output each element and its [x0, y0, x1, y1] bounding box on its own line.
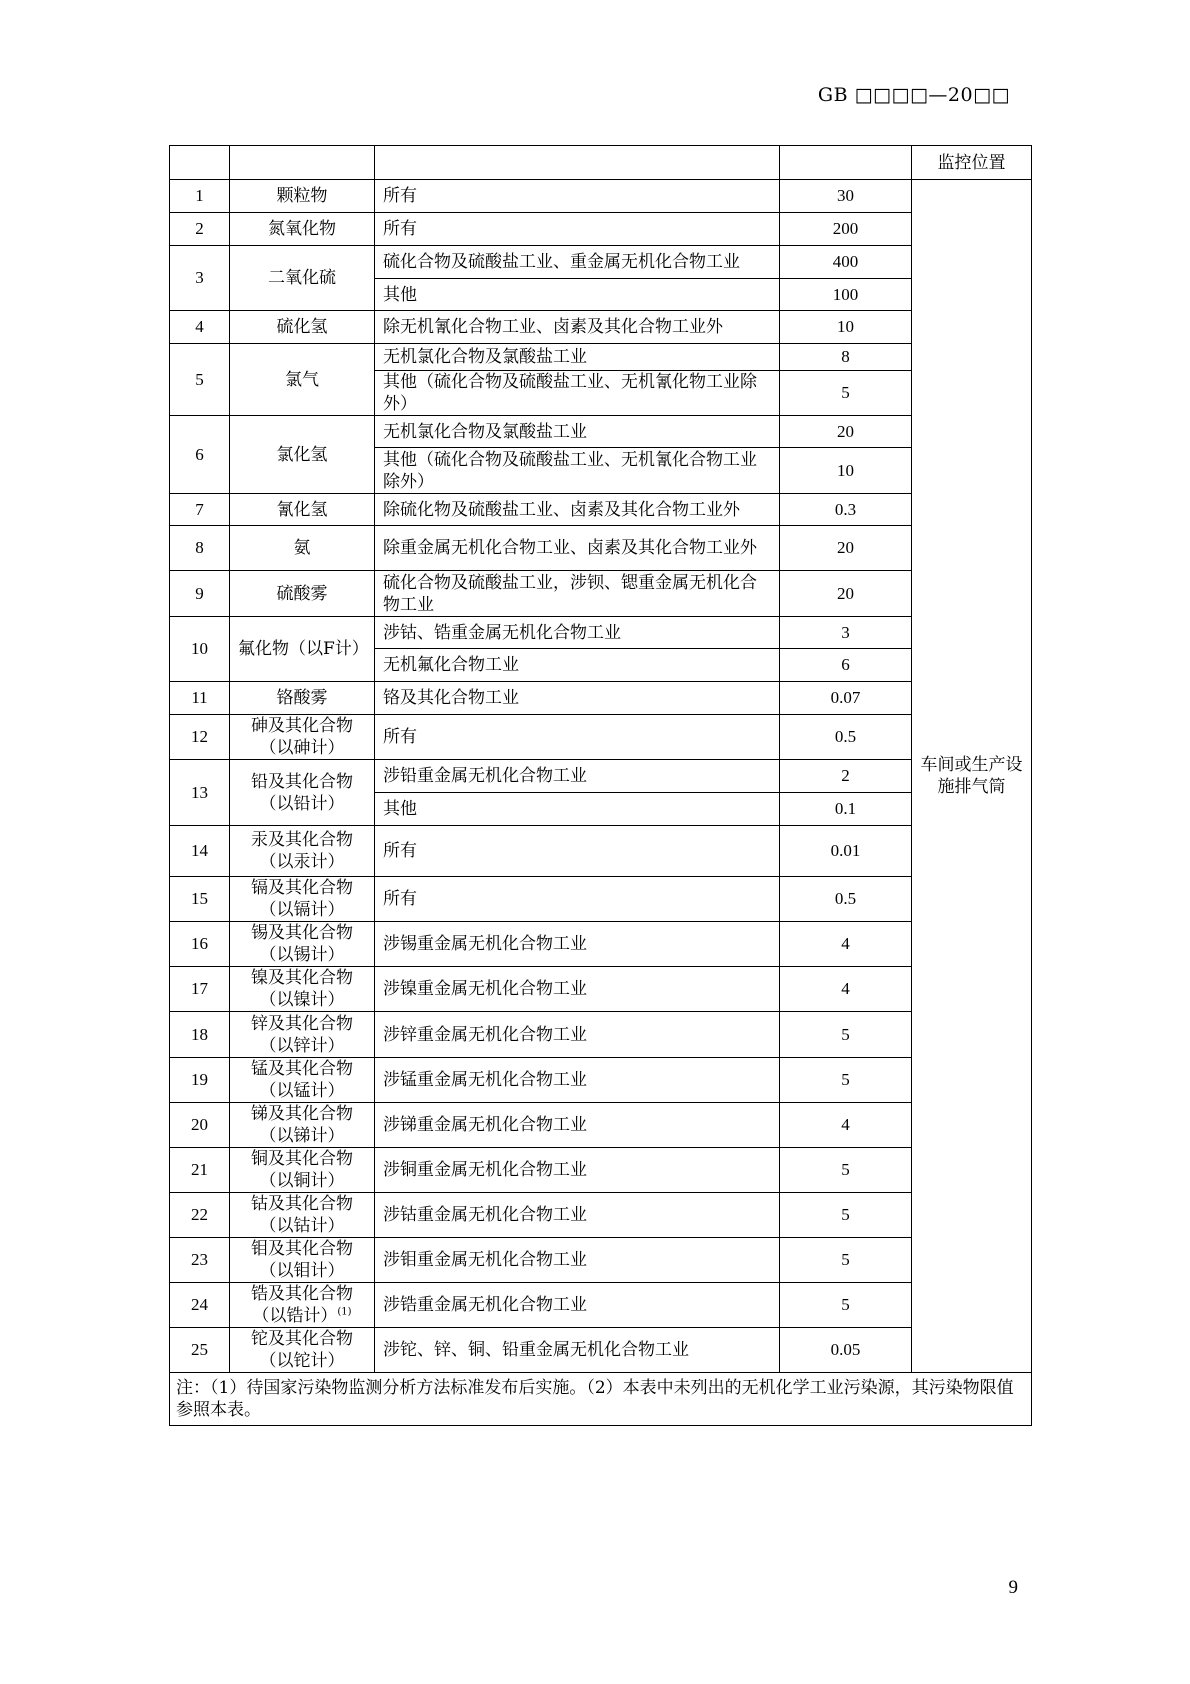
emission-limit: 20 [780, 526, 912, 571]
industry-type: 硫化合物及硫酸盐工业，涉钡、锶重金属无机化合物工业 [375, 571, 780, 617]
industry-type: 无机氯化合物及氯酸盐工业 [375, 344, 780, 371]
emission-limit: 0.1 [780, 793, 912, 826]
emission-limit: 200 [780, 213, 912, 246]
pollutant-name [230, 922, 375, 967]
pollutant-name-text: 锌及其化合物（以锌计） [251, 1013, 353, 1056]
table-row [170, 180, 1032, 213]
industry-type: 涉铅重金属无机化合物工业 [375, 760, 780, 793]
table-note: 注：（1）待国家污染物监测分析方法标准发布后实施。（2）本表中未列出的无机化学工业污染源，其污染物限值参照本表。 [170, 1373, 1032, 1426]
pollutant-name-text: 镍及其化合物（以镍计） [251, 968, 353, 1010]
pollutant-name [230, 967, 375, 1012]
industry-type: 涉钼重金属无机化合物工业 [375, 1238, 780, 1283]
pollutant-name-text: 砷及其化合物（以砷计） [251, 716, 353, 758]
footnote-marker: (1) [337, 1306, 352, 1318]
pollutant-name-text: 铅及其化合物（以铅计） [251, 771, 353, 814]
emission-limit: 30 [780, 180, 912, 213]
row-number: 11 [170, 682, 230, 715]
industry-type: 硫化合物及硫酸盐工业、重金属无机化合物工业 [375, 246, 780, 279]
emission-limit: 0.5 [780, 877, 912, 922]
pollutant-name [230, 1238, 375, 1283]
pollutant-name [230, 682, 375, 715]
table-row [170, 246, 1032, 279]
header-col-location: 监控位置 [912, 146, 1032, 180]
industry-type: 所有 [375, 213, 780, 246]
table-row [170, 1012, 1032, 1058]
row-number: 6 [170, 416, 230, 494]
row-number: 12 [170, 715, 230, 760]
table-row [170, 344, 1032, 371]
row-number: 16 [170, 922, 230, 967]
row-number: 2 [170, 213, 230, 246]
emission-limit: 0.5 [780, 715, 912, 760]
header-col-no [170, 146, 230, 180]
emission-limit: 400 [780, 246, 912, 279]
table-row [170, 877, 1032, 922]
industry-type: 所有 [375, 877, 780, 922]
emission-limit: 4 [780, 1103, 912, 1148]
emission-limit: 0.07 [780, 682, 912, 715]
industry-type: 无机氟化合物工业 [375, 649, 780, 682]
header-col-pollutant [230, 146, 375, 180]
table-row [170, 922, 1032, 967]
emission-limit: 5 [780, 1012, 912, 1058]
row-number: 3 [170, 246, 230, 311]
table-row [170, 1103, 1032, 1148]
emission-limit: 3 [780, 617, 912, 649]
emission-limit: 10 [780, 448, 912, 494]
pollutant-name [230, 246, 375, 311]
emission-limit: 0.01 [780, 826, 912, 877]
table-row [170, 526, 1032, 571]
pollutant-name [230, 1328, 375, 1373]
row-number: 5 [170, 344, 230, 416]
industry-type: 涉钴重金属无机化合物工业 [375, 1193, 780, 1238]
emission-limit: 5 [780, 1238, 912, 1283]
pollutant-name-text: 二氧化硫 [268, 268, 336, 288]
pollutant-name-text: 汞及其化合物（以汞计） [251, 830, 353, 872]
industry-type: 铬及其化合物工业 [375, 682, 780, 715]
monitoring-location: 车间或生产设施排气筒 [912, 180, 1032, 1373]
row-number: 9 [170, 571, 230, 617]
row-number: 24 [170, 1283, 230, 1328]
industry-type: 涉锡重金属无机化合物工业 [375, 922, 780, 967]
pollutant-name [230, 344, 375, 416]
pollutant-name [230, 494, 375, 526]
pollutant-name [230, 213, 375, 246]
pollutant-name-text: 氨 [293, 538, 311, 558]
header-col-type [375, 146, 780, 180]
row-number: 21 [170, 1148, 230, 1193]
industry-type: 涉锰重金属无机化合物工业 [375, 1058, 780, 1103]
note-row [170, 1373, 1032, 1426]
table-row [170, 1058, 1032, 1103]
emission-limit: 6 [780, 649, 912, 682]
industry-type: 其他（硫化合物及硫酸盐工业、无机氰化合物工业除外） [375, 448, 780, 494]
row-number: 17 [170, 967, 230, 1012]
table-row [170, 494, 1032, 526]
pollutant-name [230, 1058, 375, 1103]
industry-type: 涉锌重金属无机化合物工业 [375, 1012, 780, 1058]
pollutant-name [230, 1012, 375, 1058]
emission-limit: 5 [780, 1283, 912, 1328]
industry-type: 涉铊、锌、铜、铅重金属无机化合物工业 [375, 1328, 780, 1373]
pollutant-name-text: 硫酸雾 [276, 583, 328, 604]
table-row [170, 682, 1032, 715]
emission-limit: 4 [780, 967, 912, 1012]
industry-type: 其他 [375, 279, 780, 311]
industry-type: 除硫化物及硫酸盐工业、卤素及其化合物工业外 [375, 494, 780, 526]
table-row [170, 416, 1032, 448]
standard-code: GB □□□□—20□□ [817, 84, 1010, 106]
table-row [170, 213, 1032, 246]
emission-limits-table [169, 145, 1032, 1426]
table-row [170, 967, 1032, 1012]
row-number: 7 [170, 494, 230, 526]
emission-limit: 5 [780, 1193, 912, 1238]
pollutant-name-text: 铊及其化合物（以铊计） [251, 1329, 353, 1371]
table-header-row [170, 146, 1032, 180]
table-row [170, 571, 1032, 617]
pollutant-name [230, 180, 375, 213]
industry-type: 除重金属无机化合物工业、卤素及其化合物工业外 [375, 526, 780, 571]
table-row [170, 1328, 1032, 1373]
row-number: 23 [170, 1238, 230, 1283]
emission-limit: 100 [780, 279, 912, 311]
pollutant-name [230, 760, 375, 826]
row-number: 19 [170, 1058, 230, 1103]
emission-limit: 5 [780, 1148, 912, 1193]
pollutant-name-text: 铜及其化合物（以铜计） [251, 1149, 353, 1191]
emission-limit: 5 [780, 371, 912, 416]
pollutant-name [230, 715, 375, 760]
emission-limit: 0.05 [780, 1328, 912, 1373]
pollutant-name-text: 氰化氢 [276, 499, 328, 520]
emission-limit: 2 [780, 760, 912, 793]
pollutant-name [230, 526, 375, 571]
row-number: 20 [170, 1103, 230, 1148]
pollutant-name-text: 颗粒物 [276, 186, 328, 206]
row-number: 1 [170, 180, 230, 213]
pollutant-name-text: 钴及其化合物（以钴计） [251, 1194, 353, 1236]
row-number: 18 [170, 1012, 230, 1058]
pollutant-name-text: 镉及其化合物（以镉计） [251, 878, 353, 920]
table-row [170, 1193, 1032, 1238]
table-row [170, 1238, 1032, 1283]
pollutant-name [230, 826, 375, 877]
page-number: 9 [1008, 1577, 1018, 1598]
pollutant-name-text: 氟化物（以F计） [238, 639, 369, 659]
header-col-limit [780, 146, 912, 180]
pollutant-name-text: 氯化氢 [276, 444, 328, 465]
pollutant-name [230, 1148, 375, 1193]
pollutant-name-text: 锡及其化合物（以锡计） [251, 923, 353, 965]
industry-type: 所有 [375, 715, 780, 760]
row-number: 10 [170, 617, 230, 682]
row-number: 4 [170, 311, 230, 344]
industry-type: 所有 [375, 826, 780, 877]
industry-type: 涉钴、锆重金属无机化合物工业 [375, 617, 780, 649]
table-row [170, 311, 1032, 344]
pollutant-name-text: 锑及其化合物（以锑计） [251, 1104, 353, 1146]
table-row [170, 715, 1032, 760]
pollutant-name [230, 1283, 375, 1328]
table-row [170, 760, 1032, 793]
emission-limit: 8 [780, 344, 912, 371]
industry-type: 涉铜重金属无机化合物工业 [375, 1148, 780, 1193]
row-number: 25 [170, 1328, 230, 1373]
pollutant-name [230, 416, 375, 494]
row-number: 22 [170, 1193, 230, 1238]
industry-type: 所有 [375, 180, 780, 213]
emission-limit: 4 [780, 922, 912, 967]
industry-type: 除无机氰化合物工业、卤素及其化合物工业外 [375, 311, 780, 344]
pollutant-name [230, 1193, 375, 1238]
pollutant-name-text: 锆及其化合物（以锆计） [251, 1284, 353, 1326]
pollutant-name [230, 1103, 375, 1148]
table-row [170, 826, 1032, 877]
pollutant-name-text: 钼及其化合物（以钼计） [251, 1239, 353, 1281]
industry-type: 涉锆重金属无机化合物工业 [375, 1283, 780, 1328]
pollutant-name-text: 氮氧化物 [268, 219, 336, 239]
pollutant-name-text: 氯气 [285, 369, 319, 390]
emission-limit: 10 [780, 311, 912, 344]
pollutant-name-text: 铬酸雾 [276, 688, 328, 708]
pollutant-name [230, 877, 375, 922]
emission-limit: 20 [780, 571, 912, 617]
pollutant-name [230, 571, 375, 617]
pollutant-name [230, 617, 375, 682]
emission-limit: 20 [780, 416, 912, 448]
table-row [170, 1283, 1032, 1328]
industry-type: 其他（硫化合物及硫酸盐工业、无机氰化物工业除外） [375, 371, 780, 416]
row-number: 13 [170, 760, 230, 826]
row-number: 8 [170, 526, 230, 571]
industry-type: 涉锑重金属无机化合物工业 [375, 1103, 780, 1148]
row-number: 15 [170, 877, 230, 922]
table-row [170, 1148, 1032, 1193]
emission-limit: 5 [780, 1058, 912, 1103]
pollutant-name [230, 311, 375, 344]
pollutant-name-text: 硫化氢 [276, 317, 328, 337]
industry-type: 涉镍重金属无机化合物工业 [375, 967, 780, 1012]
industry-type: 其他 [375, 793, 780, 826]
row-number: 14 [170, 826, 230, 877]
pollutant-name-text: 锰及其化合物（以锰计） [251, 1059, 353, 1101]
industry-type: 无机氯化合物及氯酸盐工业 [375, 416, 780, 448]
table-row [170, 617, 1032, 649]
emission-limit: 0.3 [780, 494, 912, 526]
